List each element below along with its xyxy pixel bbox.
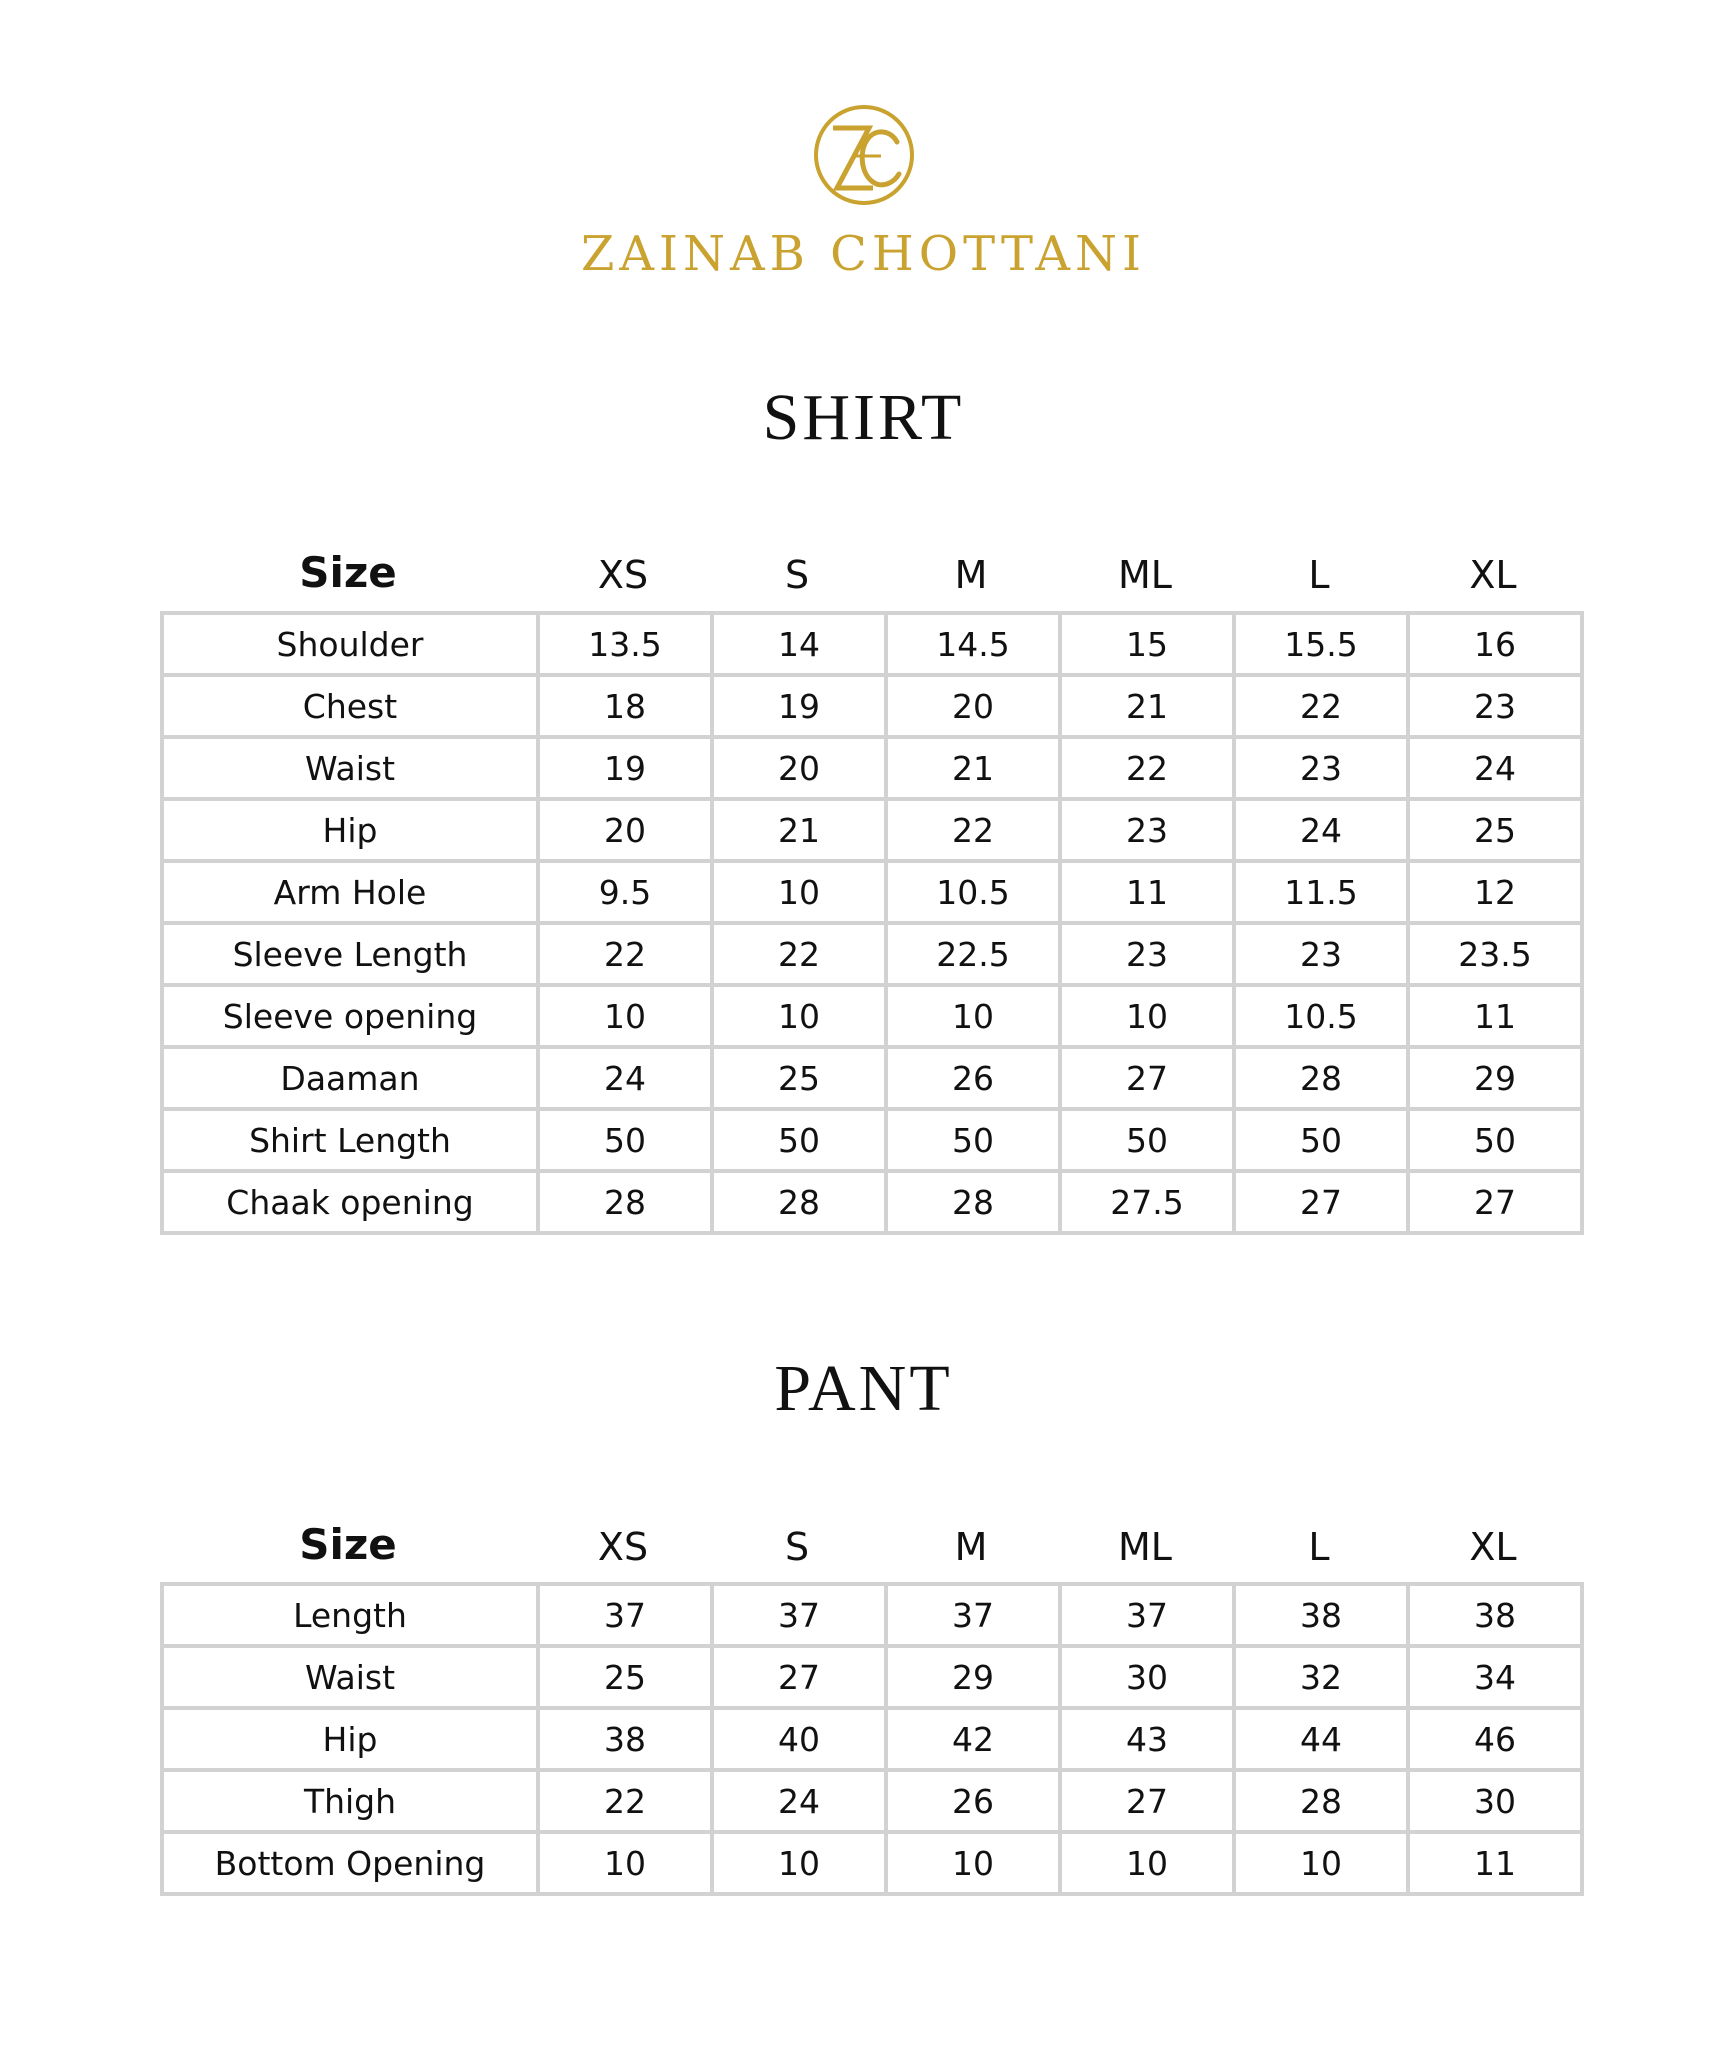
measurement-value: 11 [1408, 1832, 1582, 1894]
pant-size-header-s: S [784, 1525, 810, 1569]
measurement-value: 10 [538, 985, 712, 1047]
table-row [162, 985, 1582, 1047]
shirt-size-table [160, 611, 1584, 1235]
measurement-value: 11.5 [1234, 861, 1408, 923]
measurement-value: 50 [538, 1109, 712, 1171]
measurement-value: 27 [1408, 1171, 1582, 1233]
measurement-value: 43 [1060, 1708, 1234, 1770]
measurement-value: 15 [1060, 613, 1234, 675]
measurement-value: 23.5 [1408, 923, 1582, 985]
table-row [162, 675, 1582, 737]
measurement-label: Waist [162, 1646, 538, 1708]
measurement-value: 27 [1060, 1047, 1234, 1109]
shirt-size-header-ml: ML [1118, 553, 1172, 597]
measurement-label: Hip [162, 1708, 538, 1770]
shirt-size-header-m: M [954, 553, 988, 597]
measurement-label: Waist [162, 737, 538, 799]
table-row [162, 613, 1582, 675]
measurement-value: 42 [886, 1708, 1060, 1770]
measurement-value: 26 [886, 1047, 1060, 1109]
measurement-value: 27 [1060, 1770, 1234, 1832]
zc-monogram-icon [809, 100, 919, 210]
measurement-value: 22 [1060, 737, 1234, 799]
measurement-value: 20 [538, 799, 712, 861]
measurement-value: 14 [712, 613, 886, 675]
measurement-value: 20 [886, 675, 1060, 737]
measurement-value: 37 [1060, 1584, 1234, 1646]
measurement-value: 10 [1060, 1832, 1234, 1894]
measurement-value: 21 [712, 799, 886, 861]
measurement-value: 40 [712, 1708, 886, 1770]
table-row [162, 1047, 1582, 1109]
measurement-label: Daaman [162, 1047, 538, 1109]
pant-size-header [160, 1506, 1580, 1569]
table-row [162, 923, 1582, 985]
measurement-value: 38 [538, 1708, 712, 1770]
measurement-value: 50 [1060, 1109, 1234, 1171]
table-row [162, 1708, 1582, 1770]
table-row [162, 799, 1582, 861]
measurement-value: 28 [538, 1171, 712, 1233]
measurement-value: 27.5 [1060, 1171, 1234, 1233]
measurement-value: 14.5 [886, 613, 1060, 675]
measurement-value: 23 [1060, 799, 1234, 861]
shirt-size-header [160, 534, 1580, 597]
measurement-value: 24 [1408, 737, 1582, 799]
shirt-size-header-s: S [784, 553, 810, 597]
measurement-value: 32 [1234, 1646, 1408, 1708]
table-row [162, 737, 1582, 799]
measurement-value: 23 [1234, 737, 1408, 799]
measurement-value: 24 [712, 1770, 886, 1832]
pant-size-header-l: L [1308, 1525, 1330, 1569]
table-row [162, 1109, 1582, 1171]
measurement-label: Bottom Opening [162, 1832, 538, 1894]
pant-section-title: PANT [774, 1352, 953, 1425]
measurement-value: 11 [1060, 861, 1234, 923]
measurement-value: 22.5 [886, 923, 1060, 985]
table-row [162, 1832, 1582, 1894]
measurement-value: 10 [712, 985, 886, 1047]
measurement-value: 23 [1234, 923, 1408, 985]
measurement-value: 19 [538, 737, 712, 799]
measurement-value: 38 [1408, 1584, 1582, 1646]
measurement-value: 10.5 [1234, 985, 1408, 1047]
measurement-value: 9.5 [538, 861, 712, 923]
measurement-value: 23 [1408, 675, 1582, 737]
measurement-value: 28 [1234, 1770, 1408, 1832]
measurement-value: 12 [1408, 861, 1582, 923]
measurement-value: 26 [886, 1770, 1060, 1832]
shirt-size-header-xl: XL [1469, 553, 1517, 597]
measurement-value: 44 [1234, 1708, 1408, 1770]
brand-name: ZAINAB CHOTTANI [580, 226, 1147, 282]
shirt-size-label: Size [299, 548, 397, 597]
measurement-value: 34 [1408, 1646, 1582, 1708]
measurement-value: 21 [886, 737, 1060, 799]
measurement-value: 37 [538, 1584, 712, 1646]
measurement-value: 20 [712, 737, 886, 799]
measurement-value: 10 [538, 1832, 712, 1894]
measurement-label: Hip [162, 799, 538, 861]
measurement-value: 10 [1060, 985, 1234, 1047]
table-row [162, 1770, 1582, 1832]
pant-size-header-xs: XS [597, 1525, 649, 1569]
measurement-value: 29 [886, 1646, 1060, 1708]
measurement-value: 50 [1234, 1109, 1408, 1171]
measurement-value: 37 [712, 1584, 886, 1646]
measurement-label: Sleeve Length [162, 923, 538, 985]
measurement-label: Shirt Length [162, 1109, 538, 1171]
table-row [162, 1646, 1582, 1708]
table-row [162, 1584, 1582, 1646]
measurement-value: 22 [712, 923, 886, 985]
measurement-value: 38 [1234, 1584, 1408, 1646]
pant-size-header-xl: XL [1469, 1525, 1517, 1569]
measurement-value: 21 [1060, 675, 1234, 737]
pant-size-header-m: M [954, 1525, 988, 1569]
measurement-value: 24 [538, 1047, 712, 1109]
measurement-value: 50 [886, 1109, 1060, 1171]
measurement-value: 10.5 [886, 861, 1060, 923]
measurement-value: 24 [1234, 799, 1408, 861]
measurement-value: 28 [712, 1171, 886, 1233]
measurement-value: 10 [886, 1832, 1060, 1894]
measurement-value: 11 [1408, 985, 1582, 1047]
measurement-value: 22 [538, 923, 712, 985]
measurement-value: 46 [1408, 1708, 1582, 1770]
measurement-value: 30 [1408, 1770, 1582, 1832]
measurement-value: 18 [538, 675, 712, 737]
measurement-value: 50 [712, 1109, 886, 1171]
measurement-label: Chest [162, 675, 538, 737]
measurement-value: 13.5 [538, 613, 712, 675]
measurement-value: 22 [1234, 675, 1408, 737]
measurement-value: 50 [1408, 1109, 1582, 1171]
measurement-value: 27 [1234, 1171, 1408, 1233]
measurement-label: Length [162, 1584, 538, 1646]
pant-size-table [160, 1582, 1584, 1896]
measurement-label: Arm Hole [162, 861, 538, 923]
measurement-value: 28 [886, 1171, 1060, 1233]
measurement-value: 10 [712, 1832, 886, 1894]
measurement-value: 22 [886, 799, 1060, 861]
brand-logo [0, 100, 1727, 282]
measurement-value: 29 [1408, 1047, 1582, 1109]
measurement-value: 19 [712, 675, 886, 737]
shirt-size-header-l: L [1308, 553, 1330, 597]
measurement-value: 15.5 [1234, 613, 1408, 675]
table-row [162, 861, 1582, 923]
measurement-label: Shoulder [162, 613, 538, 675]
measurement-value: 23 [1060, 923, 1234, 985]
pant-size-header-ml: ML [1118, 1525, 1172, 1569]
shirt-size-header-xs: XS [597, 553, 649, 597]
measurement-value: 28 [1234, 1047, 1408, 1109]
measurement-label: Chaak opening [162, 1171, 538, 1233]
measurement-value: 16 [1408, 613, 1582, 675]
measurement-label: Thigh [162, 1770, 538, 1832]
measurement-value: 22 [538, 1770, 712, 1832]
measurement-label: Sleeve opening [162, 985, 538, 1047]
measurement-value: 27 [712, 1646, 886, 1708]
measurement-value: 37 [886, 1584, 1060, 1646]
measurement-value: 10 [712, 861, 886, 923]
measurement-value: 30 [1060, 1646, 1234, 1708]
measurement-value: 10 [1234, 1832, 1408, 1894]
measurement-value: 25 [538, 1646, 712, 1708]
measurement-value: 25 [712, 1047, 886, 1109]
pant-size-label: Size [299, 1520, 397, 1569]
measurement-value: 25 [1408, 799, 1582, 861]
table-row [162, 1171, 1582, 1233]
shirt-section-title: SHIRT [762, 381, 965, 454]
measurement-value: 10 [886, 985, 1060, 1047]
